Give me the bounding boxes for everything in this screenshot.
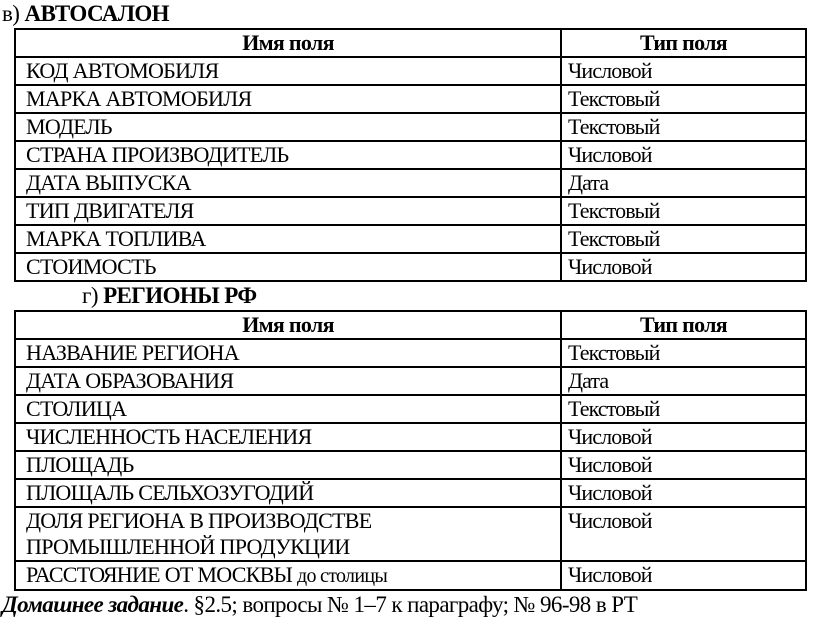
field-type: Числовой: [561, 451, 806, 479]
field-name-cell: [15, 423, 561, 451]
field-name-cell: [15, 113, 561, 141]
table-row: [15, 225, 806, 253]
field-name: МАРКА ТОПЛИВА: [26, 226, 206, 251]
section-v-caption: [0, 0, 816, 28]
table-row: [15, 507, 806, 561]
field-name: ПЛОЩАЛЬ СЕЛЬХОЗУГОДИЙ: [26, 480, 314, 505]
field-name-cell: [15, 367, 561, 395]
header-type: Тип поля: [561, 29, 806, 57]
section-g-caption: [0, 282, 816, 310]
field-name: СТОЛИЦА: [26, 396, 127, 421]
field-name: КОД АВТОМОБИЛЯ: [26, 58, 219, 83]
header-name: Имя поля: [15, 29, 561, 57]
field-name: ДАТА ВЫПУСКА: [26, 170, 191, 195]
field-name: СТРАНА ПРОИЗВОДИТЕЛЬ: [26, 142, 289, 167]
table-row: [15, 367, 806, 395]
field-type: Дата: [561, 367, 806, 395]
table-row: [15, 141, 806, 169]
table-row: [15, 85, 806, 113]
field-name: ЧИСЛЕННОСТЬ НАСЕЛЕНИЯ: [26, 424, 312, 449]
field-name: ТИП ДВИГАТЕЛЯ: [26, 198, 194, 223]
table-row: [15, 395, 806, 423]
field-name-suffix: до столицы: [296, 565, 388, 587]
table-regiony: [14, 310, 807, 591]
field-type: Текстовый: [561, 85, 806, 113]
table-header-row: [15, 29, 806, 57]
field-type: Текстовый: [561, 339, 806, 367]
field-name-cell: [15, 507, 561, 561]
homework-label: Домашнее задание: [2, 592, 184, 617]
table-row: [15, 57, 806, 85]
table-row: [15, 423, 806, 451]
field-name: ДАТА ОБРАЗОВАНИЯ: [26, 368, 234, 393]
field-name-cell: [15, 197, 561, 225]
field-type: Числовой: [561, 141, 806, 169]
section-title: АВТОСАЛОН: [24, 1, 169, 26]
table-avtosalon: [14, 28, 807, 282]
field-name: ДОЛЯ РЕГИОНА В ПРОИЗВОДСТВЕ: [26, 508, 372, 533]
field-name: ПЛОЩАДЬ: [26, 452, 134, 477]
field-name-cell: [15, 57, 561, 85]
header-type: Тип поля: [561, 311, 806, 339]
field-name-cell: [15, 339, 561, 367]
field-name-cell: [15, 225, 561, 253]
section-title: РЕГИОНЫ РФ: [103, 283, 257, 308]
table-row: [15, 197, 806, 225]
section-prefix: г): [82, 283, 98, 308]
field-type: Текстовый: [561, 197, 806, 225]
header-name: Имя поля: [15, 311, 561, 339]
field-type: Числовой: [561, 57, 806, 85]
field-name-cell: [15, 141, 561, 169]
field-type: Дата: [561, 169, 806, 197]
field-type: Текстовый: [561, 225, 806, 253]
homework-text: . §2.5; вопросы № 1–7 к параграфу; № 96-98 в РТ: [183, 592, 638, 617]
table-row: [15, 253, 806, 281]
field-name-cell: [15, 395, 561, 423]
field-name-cell: [15, 85, 561, 113]
field-type: Числовой: [561, 423, 806, 451]
field-name: НАЗВАНИЕ РЕГИОНА: [26, 340, 239, 365]
field-name-cell: [15, 169, 561, 197]
field-name: МОДЕЛЬ: [26, 114, 112, 139]
table-row: [15, 339, 806, 367]
field-name-cell: [15, 561, 561, 590]
field-name-cell: [15, 479, 561, 507]
field-type: Текстовый: [561, 113, 806, 141]
table-row: [15, 169, 806, 197]
field-name: СТОИМОСТЬ: [26, 254, 156, 279]
field-type: Текстовый: [561, 395, 806, 423]
table-row: [15, 479, 806, 507]
field-type: Числовой: [561, 253, 806, 281]
table-header-row: [15, 311, 806, 339]
table-row: [15, 113, 806, 141]
field-name: РАССТОЯНИЕ ОТ МОСКВЫ: [26, 562, 293, 587]
field-name-cell: [15, 253, 561, 281]
field-type: Числовой: [561, 507, 806, 561]
field-name-cell: [15, 451, 561, 479]
field-name: МАРКА АВТОМОБИЛЯ: [26, 86, 252, 111]
table-row: [15, 451, 806, 479]
section-prefix: в): [2, 1, 20, 26]
field-name-line2: ПРОМЫШЛЕННОЙ ПРОДУКЦИИ: [26, 534, 350, 559]
homework-line: [0, 591, 816, 619]
field-type: Числовой: [561, 479, 806, 507]
field-type: Числовой: [561, 561, 806, 590]
table-row: [15, 561, 806, 590]
